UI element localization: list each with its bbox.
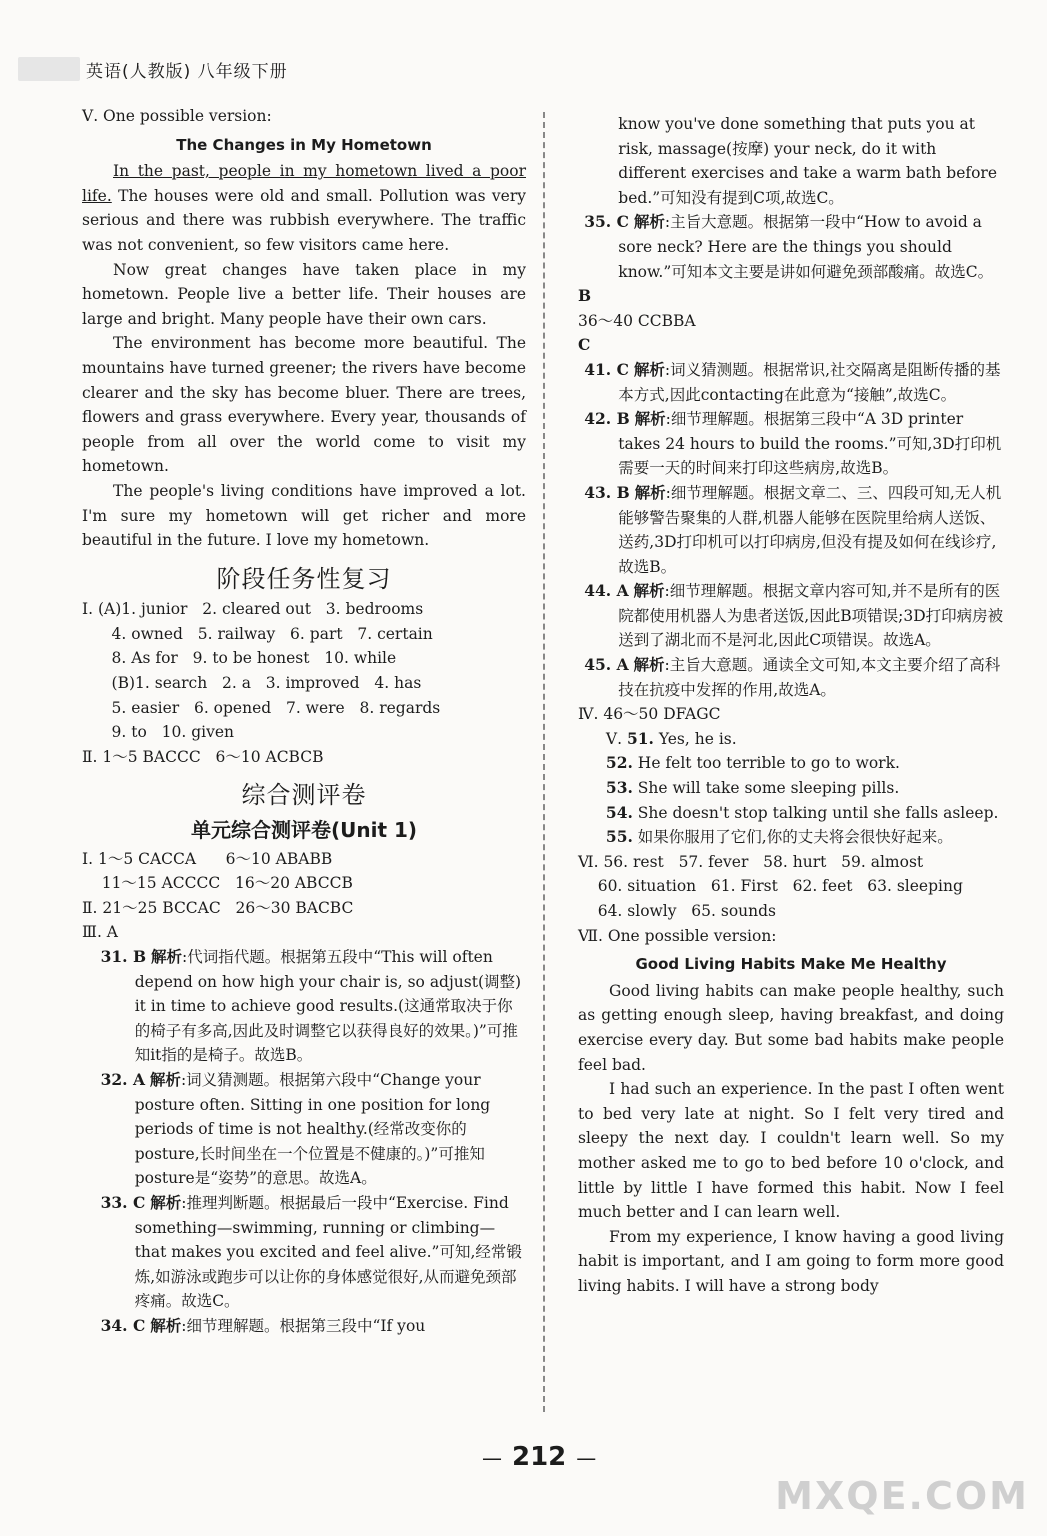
section-vi-row: Ⅵ. 56. rest 57. fever 58. hurt 59. almost (578, 852, 924, 871)
test-row: 11～15 ACCCC 16～20 ABCCB (82, 874, 353, 893)
part-c-label: C (578, 335, 591, 355)
right-column (578, 112, 1004, 1299)
part-b-label: B (578, 286, 592, 306)
answer-item: 45. A 解析:主旨大意题。通读全文可知,本文主要介绍了高科技在抗疫中发挥的作用,故选A。 (584, 655, 1001, 699)
section-vi-row: 60. situation 61. First 62. feet 63. sleeping (578, 877, 963, 896)
section-v-answer: 52. He felt too terrible to go to work. (605, 753, 900, 773)
review-row: 9. to 10. given (82, 723, 234, 742)
section-v-answer: 53. She will take some sleeping pills. (605, 778, 900, 798)
review-row: 5. easier 6. opened 7. were 8. regards (82, 698, 441, 717)
answer-item: 31. B 解析:代词指代题。根据第五段中“This will often depend on how high your chair is, so adjust(调整) it in time to achieve good results.(这通常取决于你的椅子有多高,因此及时调整它以获得良好的效果。)”可推知it指的是椅子。故选B。 (100, 947, 522, 1065)
section-v-answer: 54. She doesn't stop talking until she falls asleep. (605, 802, 999, 822)
test-row: Ⅲ. A (82, 923, 118, 942)
test-row: Ⅱ. 21～25 BCCAC 26～30 BACBC (82, 898, 354, 917)
answer-item: 44. A 解析:细节理解题。根据文章内容可知,并不是所有的医院都使用机器人为患者送饭,因此B项错误;3D打印病房被送到了湖北而不是河北,因此C项错误。故选A。 (584, 581, 1004, 650)
section-v-label: Ⅴ. One possible version: (82, 107, 272, 125)
answer-item: 35. C 解析:主旨大意题。根据第一段中“How to avoid a sore neck? Here are the things you should know.”可知本文主要是讲如何避免颈部酸痛。故选C。 (584, 212, 994, 281)
section-vi-row: 64. slowly 65. sounds (578, 902, 776, 920)
essay1-paragraph-4: The people's living conditions have improved a lot. I'm sure my hometown will get richer and more beautiful in the future. I love my hometown. (82, 481, 526, 550)
section-subtitle-unit1: 单元综合测评卷(Unit 1) (190, 818, 418, 843)
section-title-test: 综合测评卷 (241, 781, 367, 810)
essay1-paragraph-2: Now great changes have taken place in my hometown. People live a better life. Their houses are large and bright. Many people have their own cars. (82, 260, 526, 328)
test-row: Ⅰ. 1～5 CACCA 6～10 ABABB (82, 849, 333, 868)
essay2-title: Good Living Habits Make Me Healthy (635, 955, 947, 974)
section-vii-label: Ⅶ. One possible version: (578, 926, 777, 945)
column-divider (543, 112, 545, 1412)
header-title: 英语(人教版) 八年级下册 (86, 61, 288, 82)
answer-item: 42. B 解析:细节理解题。根据第三段中“A 3D printer takes 24 hours to build the rooms.”可知,3D打印机需要一天的时间来打印这些病房,故选B。 (584, 409, 1002, 478)
page-header (18, 54, 288, 84)
section-v-answer: 55. 如果你服用了它们,你的丈夫将会很快好起来。 (605, 827, 953, 847)
page-number-dash-right: — (576, 1446, 597, 1470)
review-row: Ⅱ. 1～5 BACCC 6～10 ACBCB (82, 747, 324, 766)
essay2-paragraph-1: Good living habits can make people healthy, such as getting enough sleep, having breakfast, and doing exercise every day. But some bad habits make people feel bad. (578, 981, 1004, 1074)
section-iv-answers: Ⅳ. 46～50 DFAGC (578, 705, 721, 724)
left-column (82, 104, 526, 1339)
essay1-p1-rest: The houses were old and small. Pollution was very serious and there was rubbish everywhere. The traffic was not convenient, so few visitors came here. (82, 186, 526, 254)
review-row: 4. owned 5. railway 6. part 7. certain (82, 624, 433, 643)
essay1-title: The Changes in My Hometown (176, 135, 432, 154)
answer-item: 33. C 解析:推理判断题。根据最后一段中“Exercise. Find something—swimming, running or climbing—that makes you excited and feel alive.”可知,经常锻炼,如游泳或跑步可以让你的身体感觉很好,从而避免颈部疼痛。故选C。 (100, 1192, 522, 1311)
part-b-answers: 36～40 CCBBA (578, 311, 696, 330)
answer-item: 41. C 解析:词义猜测题。根据常识,社交隔离是阻断传播的基本方式,因此contacting在此意为“接触”,故选C。 (584, 359, 1001, 404)
essay2-paragraph-3: From my experience, I know having a good living habit is important, and I am going to form more good living habits. I will have a strong body (578, 1227, 1004, 1295)
essay1-paragraph-3: The environment has become more beautiful. The mountains have turned greener; the rivers have become clearer and the sky has become bluer. There are trees, flowers and grass everywhere. Every year, thousands of people from all over the world come to visit my hometown. (82, 334, 526, 476)
answer-34-continuation: know you've done something that puts you at risk, massage(按摩) your neck, do it with different exercises and take a warm bath before bed.”可知没有提到C项,故选C。 (618, 115, 998, 207)
watermark-logo: MXQE.COM (775, 1474, 1029, 1518)
essay1-underlined-sentence: In the past, people in my hometown lived a poor life. (82, 162, 526, 205)
answer-item: 43. B 解析:细节理解题。根据文章二、三、四段可知,无人机能够警告聚集的人群,机器人能够在医院里给病人送饭、送药,3D打印机可以打印病房,但没有提及如何在线诊疗,故选B。 (584, 482, 1002, 576)
section-v-answer: Ⅴ. 51. Yes, he is. (605, 728, 737, 748)
page-number-dash-left: — (482, 1446, 502, 1470)
essay2-paragraph-2: I had such an experience. In the past I often went to bed very late at night. So I felt very tired and sleepy the next day. I couldn't learn well. So my mother asked me to go to bed before 10 o'clock, and little by little I have formed this habit. Now I feel much better and I can learn well. (578, 1080, 1004, 1222)
answer-item: 34. C 解析:细节理解题。根据第三段中“If you (100, 1315, 426, 1335)
review-row: Ⅰ. (A)1. junior 2. cleared out 3. bedrooms (82, 600, 424, 619)
review-row: (B)1. search 2. a 3. improved 4. has (82, 674, 422, 693)
answer-item: 32. A 解析:词义猜测题。根据第六段中“Change your posture often. Sitting in one position for long periods of time is not healthy.(经常改变你的posture,长时间坐在一个位置是不健康的。)”可推知posture是“姿势”的意思。故选A。 (100, 1069, 491, 1188)
header-tab-decoration (18, 57, 80, 81)
review-row: 8. As for 9. to be honest 10. while (82, 649, 397, 668)
essay1-paragraph-1 (82, 159, 526, 257)
page-number (472, 1442, 606, 1472)
page-number-value: 212 (512, 1442, 567, 1472)
section-title-review: 阶段任务性复习 (216, 564, 392, 593)
